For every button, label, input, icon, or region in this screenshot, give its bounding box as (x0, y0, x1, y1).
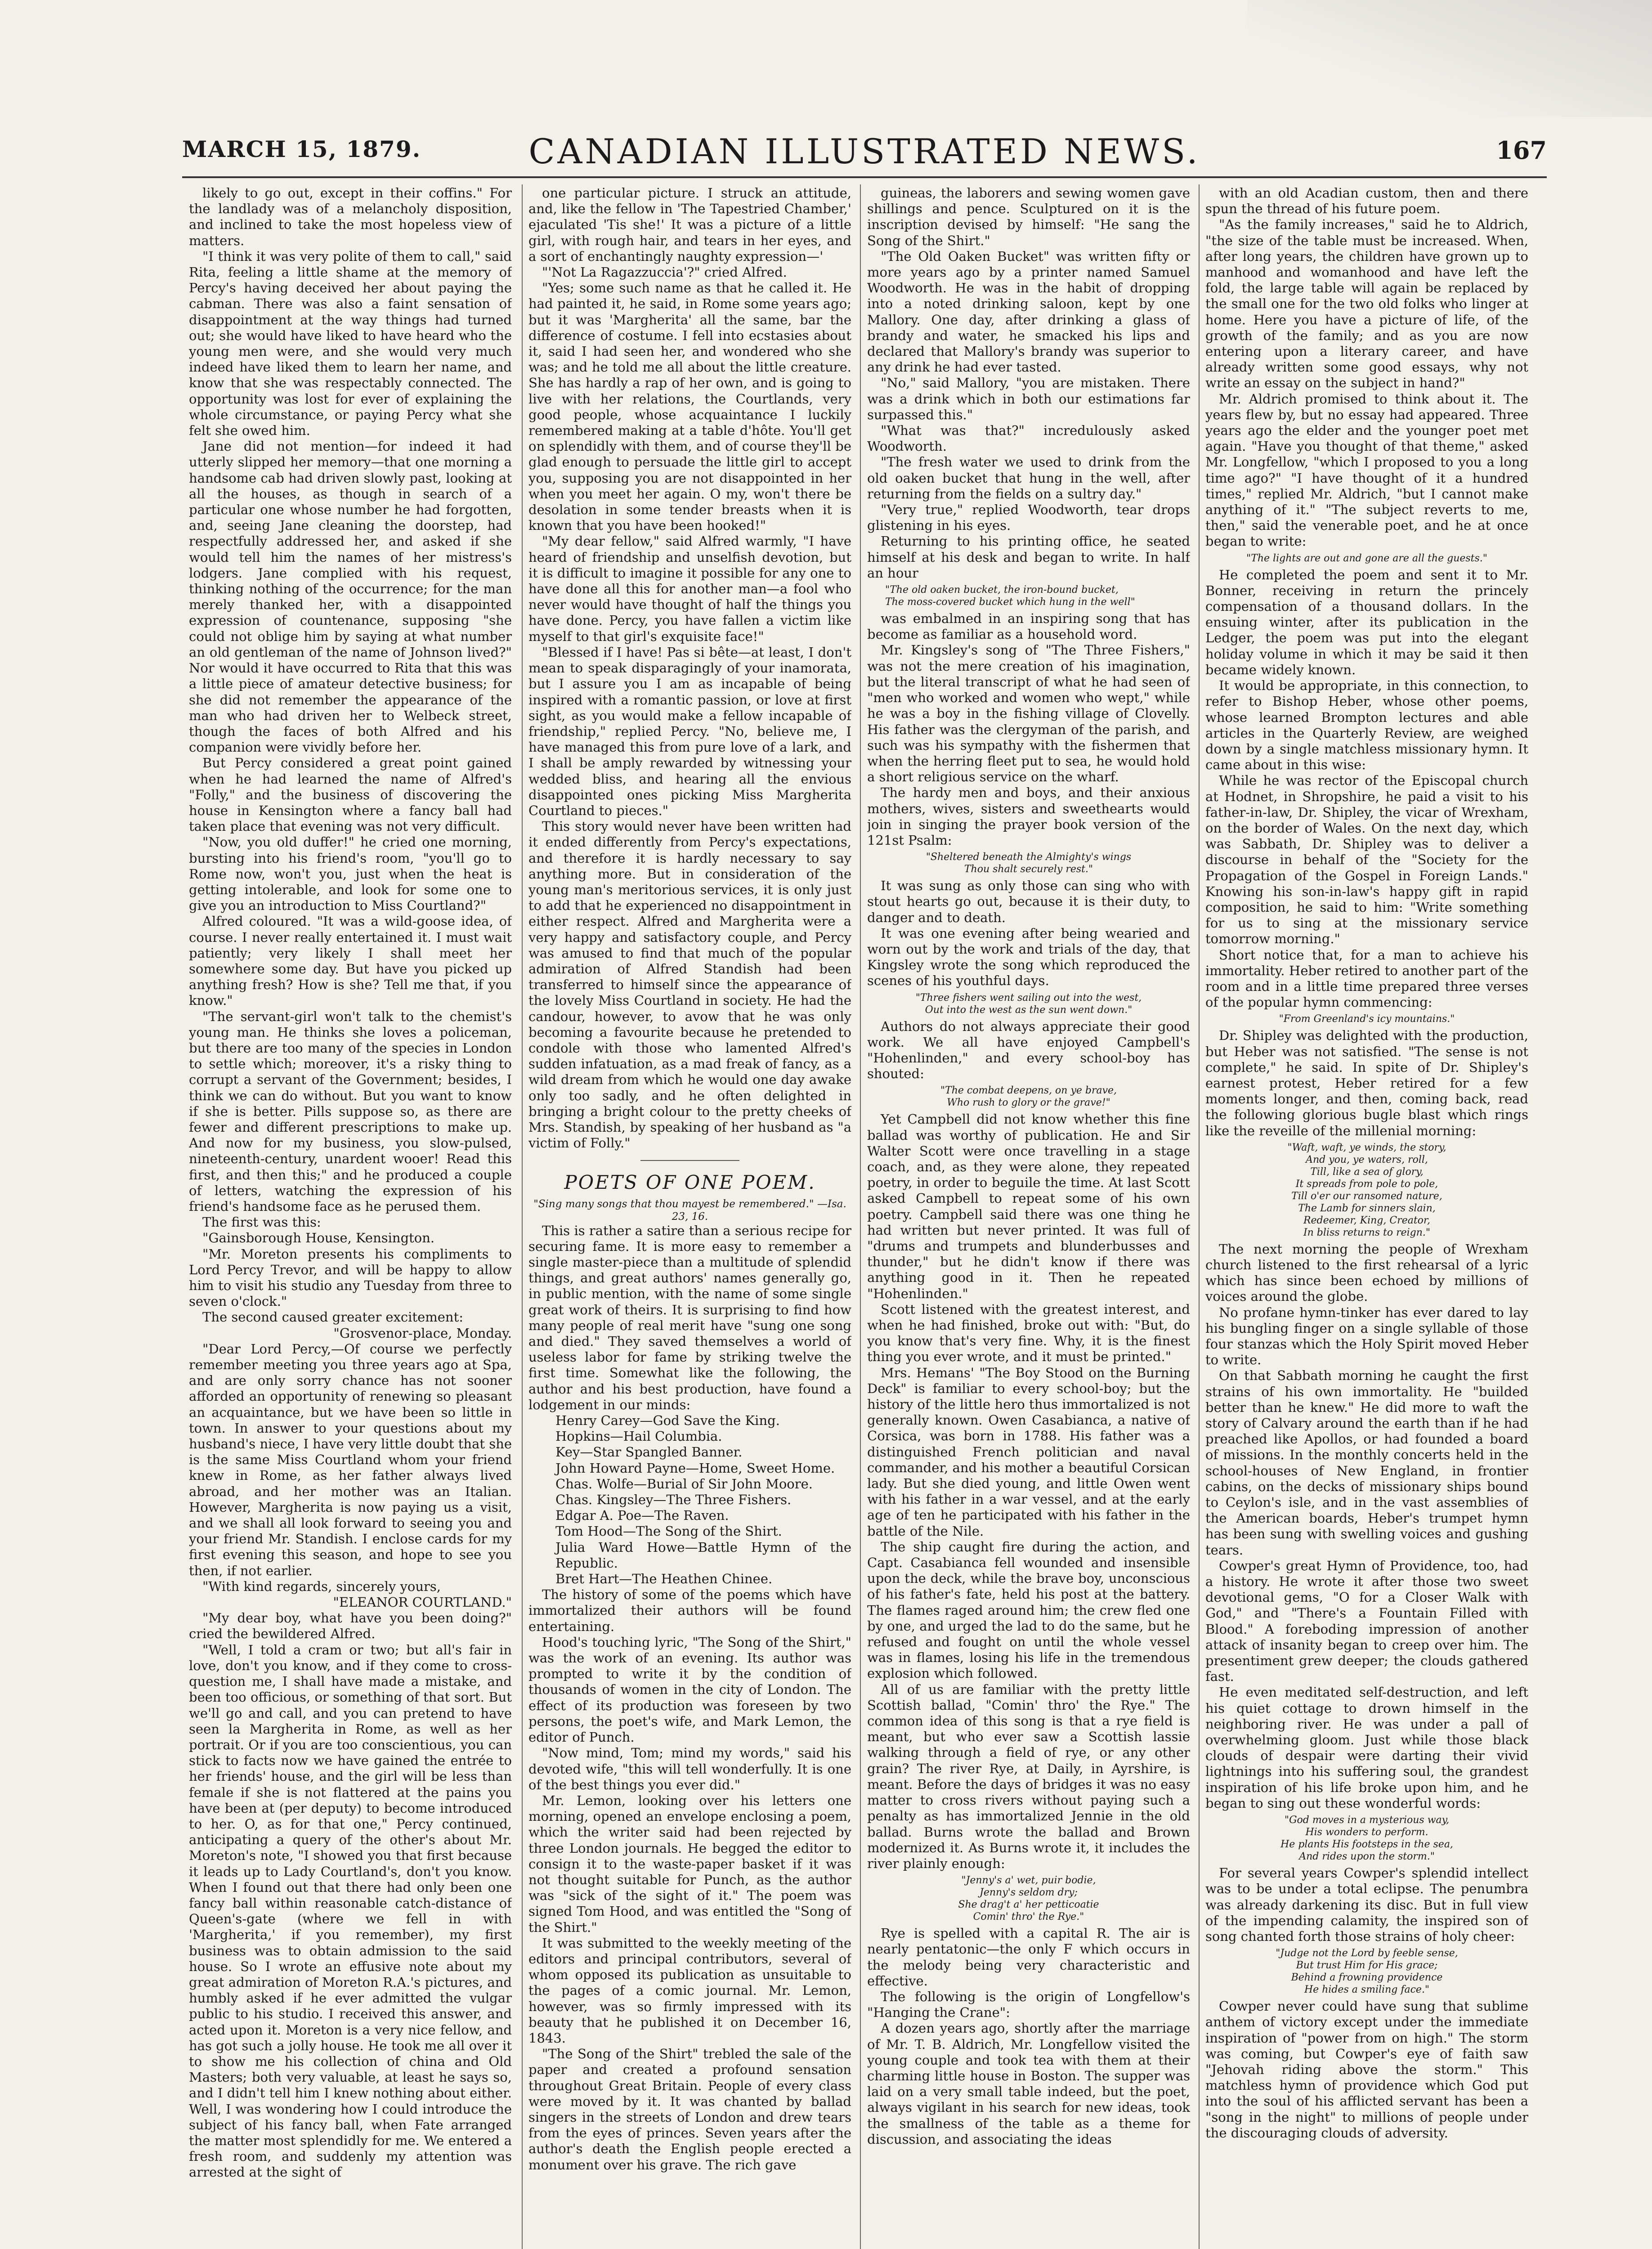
list-item: Edgar A. Poe—The Raven. (555, 1508, 729, 1523)
paragraph: "No," said Mallory, "you are mistaken. There was a drink which in both our estimations far surpassed this." (867, 375, 1190, 422)
verse-line: And you, ye waters, roll, (1306, 1154, 1428, 1165)
letter-body: "Dear Lord Percy,—Of course we perfectly remember meeting you three years ago at Spa, and are only sorry chance has not sooner afforded an opportunity of renewing so pleasant an acquaintance, but we have been so little in town. In answer to your questions about my husband's niece, I have very little doubt that she is the same Miss Courtland whom your friend knew in Rome, as her father always lived abroad, and her mother was an Italian. However, Margherita is now paying us a visit, and we shall all look forward to seeing you and your friend Mr. Standish. I enclose cards for my first evening this season, and hope to see you then, if not earlier. (189, 1341, 512, 1578)
column-divider (1199, 184, 1200, 2249)
paragraph: one particular picture. I struck an attitude, and, like the fellow in 'The Tapestried Chamber,' ejaculated 'Tis she!' It was a picture of a little girl, with rough hair, and tears in her eyes, and a sort of enchantingly naughty expression—' (528, 185, 851, 264)
article-heading: POETS OF ONE POEM. (564, 1171, 816, 1194)
paragraph: This is rather a satire than a serious recipe for securing fame. It is more easy to remember a single master-piece than a multitude of splendid things, and great authors' names generally go, in public mention, with the name of some single great work of theirs. It is surprising to find how many people of real merit have "sung one song and died." They saved themselves a world of useless labor for fame by striking twelve the first time. Somewhat like the following, the author and his best production, have found a lodgement in our minds: (528, 1223, 851, 1412)
newspaper-title: CANADIAN ILLUSTRATED NEWS. (528, 131, 1200, 171)
paragraph: Scott listened with the greatest interest, and when he had finished, broke out with: "But, do you know that's very fine. Why, it is the finest thing you ever wrote, and it must be printed." (867, 1301, 1190, 1365)
verse-quote (1205, 1013, 1528, 1025)
paragraph: The following is the origin of Longfellow's "Hanging the Crane": (867, 1989, 1190, 2021)
verse-line: Jenny's seldom dry; (980, 1887, 1078, 1899)
paragraph: This story would never have been written had it ended differently from Percy's expectations, and therefore it is hardly necessary to say anything more. But in consideration of the young man's meritorious services, it is only just to add that he experienced no disappointment in either respect. Alfred and Margherita were a very happy and satisfactory couple, and Percy was amused to find that much of the popular admiration of Alfred Standish had been transferred to himself since the appearance of the lovely Miss Courtland in society. He had the candour, however, to avow that he was only becoming a favourite because he pretended to condole with those who lamented Alfred's sudden infatuation, as a mad freak of fancy, as a wild dream from which he would one day awake only too sadly, and he often delighted in bringing a bright colour to the pretty cheeks of Mrs. Standish, by speaking of her husband as "a victim of Folly." (528, 819, 851, 1151)
verse-line: The moss-covered bucket which hung in the well" (885, 596, 1135, 608)
paragraph: It was submitted to the weekly meeting of the editors and principal contributors, several of whom opposed its publication as unsuitable to the pages of a comic journal. Mr. Lemon, however, was so firmly impressed with its beauty that he published it on December 16, 1843. (528, 1935, 851, 2046)
list-item: Hopkins—Hail Columbia. (555, 1429, 722, 1444)
paragraph: Cowper never could have sung that sublime anthem of victory except under the immediate inspiration of "power from on high." The storm was coming, but Cowper's eye of faith saw "Jehovah riding above the storm." This matchless hymn of providence which God put into the soul of his afflicted servant has been a "song in the night" to millions of people under the discouraging clouds of adversity. (1205, 1998, 1528, 2141)
verse-line: "God moves in a mysterious way, (1284, 1814, 1450, 1826)
column-divider (522, 184, 523, 2249)
paragraph: No profane hymn-tinker has ever dared to lay his bungling finger on a single syllable of those four stanzas which the Holy Spirit moved Heber to write. (1205, 1304, 1528, 1368)
paragraph: "My dear boy, what have you been doing?" cried the bewildered Alfred. (189, 1610, 512, 1642)
list-item: John Howard Payne—Home, Sweet Home. (555, 1460, 835, 1476)
verse-line: He hides a smiling face." (1304, 1984, 1430, 1996)
list-item: Julia Ward Howe—Battle Hymn of the Republic. (555, 1539, 851, 1571)
paragraph: Mr. Aldrich promised to think about it. The years flew by, but no essay had appeared. Three years ago the elder and the younger poet met again. "Have you thought of that theme," asked Mr. Longfellow, "which I proposed to you a long time ago?" "I have thought of it a hundred times," replied Mr. Aldrich, "but I cannot make anything of it." "The subject reverts to me, then," said the venerable poet, and he at once began to write: (1205, 391, 1528, 549)
paragraph: "The Old Oaken Bucket" was written fifty or more years ago by a printer named Samuel Woodworth. He was in the habit of dropping into a noted drinking saloon, kept by one Mallory. One day, after drinking a glass of brandy and water, he smacked his lips and declared that Mallory's brandy was superior to any drink he had ever tasted. (867, 248, 1190, 375)
paragraph: The history of some of the poems which have immortalized their authors will be found entertaining. (528, 1587, 851, 1634)
paragraph: Cowper's great Hymn of Providence, too, had a history. He wrote it after those two sweet devotional gems, "O for a Closer Walk with God," and "There's a Fountain Filled with Blood." A foreboding impression of another attack of insanity began to creep over him. The presentiment grew deeper; the clouds gathered fast. (1205, 1558, 1528, 1685)
letter-body: "Mr. Moreton presents his compliments to Lord Percy Trevor, and will be happy to allow him to visit his studio any Tuesday from three to seven o'clock." (189, 1246, 512, 1309)
verse-line: He plants His footsteps in the sea, (1280, 1839, 1453, 1850)
paragraph: "The fresh water we used to drink from the old oaken bucket that hung in the well, after returning from the fields on a sultry day." (867, 454, 1190, 502)
paragraph: "Yes; some such name as that he called it. He had painted it, he said, in Rome some years ago; but it was 'Margherita' all the same, bar the difference of costume. I fell into ecstasies about it, said I had seen her, and wondered who she was; and he told me all about the little creature. She has hardly a rap of her own, and is going to live with her relations, the Courtlands, very good people, whose acquaintance I luckily remembered making at a table d'hôte. You'll get on splendidly with them, and of course they'll be glad enough to persuade the little girl to accept you, supposing you are not disappointed in her when you meet her again. O my, won't there be desolation in some tender breasts when it is known that you have been hooked!" (528, 280, 851, 533)
verse-quote (1205, 552, 1528, 564)
paragraph: Hood's touching lyric, "The Song of the Shirt," was the work of an evening. Its author was prompted to write it by the condition of thousands of women in the city of London. The effect of its production was foreseen by two persons, the poet's wife, and Mark Lemon, the editor of Punch. (528, 1634, 851, 1745)
letter-signature: "ELEANOR COURTLAND." (333, 1595, 512, 1610)
paragraph: All of us are familiar with the pretty little Scottish ballad, "Comin' thro' the Rye." The common idea of this song is that a rye field is meant, but who ever saw a Scottish lassie walking through a field of rye, or any other grain? The river Rye, at Daily, in Ayrshire, is meant. Before the days of bridges it was no easy matter to cross rivers without paying such a penalty as has immortalized Jennie in the old ballad. Burns wrote the ballad and Brown modernized it. As Burns wrote it, it includes the river plainly enough: (867, 1681, 1190, 1871)
verse-line: Comin' thro' the Rye." (973, 1911, 1084, 1923)
verse-line: "The old oaken bucket, the iron-bound bucket, (885, 584, 1119, 596)
verse-quote (1205, 1814, 1528, 1863)
paragraph: The first was this: (202, 1214, 321, 1230)
paragraph: Alfred coloured. "It was a wild-goose idea, of course. I never really entertained it. I must wait patiently; very likely I shall meet her somewhere some day. But have you picked up anything fresh? How is she? Tell me that, if you know." (189, 914, 512, 1008)
header-rule (182, 176, 1547, 178)
list-item: Henry Carey—God Save the King. (555, 1413, 780, 1429)
paragraph: Mrs. Hemans' "The Boy Stood on the Burning Deck" is familiar to every school-boy; but the history of the little hero thus immortalized is not generally known. Owen Casabianca, a native of Corsica, was born in 1788. His father was a distinguished French politician and naval commander, and his mother a beautiful Corsican lady. But she died young, and little Owen went with his father in a war vessel, and at the early age of ten he participated with his father in the battle of the Nile. (867, 1365, 1190, 1539)
paragraph: He even meditated self-destruction, and left his quiet cottage to drown himself in the neighboring river. He was under a pall of overwhelming gloom. Just while those black clouds of despair were darting their vivid lightnings into his suffering soul, the grandest inspiration of his life broke upon him, and he began to sing out these wonderful words: (1205, 1685, 1528, 1811)
verse-line: "From Greenland's icy mountains." (1279, 1013, 1455, 1025)
verse-quote (867, 584, 1190, 608)
paragraph: Authors do not always appreciate their good work. We all have enjoyed Campbell's "Hohenlinden," and every school-boy has shouted: (867, 1018, 1190, 1082)
paragraph: likely to go out, except in their coffins." For the landlady was of a melancholy disposition, and inclined to take the most hopeless view of matters. (189, 185, 512, 248)
paragraph: Rye is spelled with a capital R. The air is nearly pentatonic—the only F which occurs in the melody being very characteristic and effective. (867, 1926, 1190, 1989)
verse-line: Till, like a sea of glory, (1310, 1166, 1424, 1178)
verse-quote (1205, 1947, 1528, 1996)
paragraph: "Very true," replied Woodworth, tear drops glistening in his eyes. (867, 502, 1190, 533)
paragraph: A dozen years ago, shortly after the marriage of Mr. T. B. Aldrich, Mr. Longfellow visited the young couple and took tea with them at their charming little house in Boston. The supper was laid on a very small table indeed, but the poet, always vigilant in his search for new ideas, took the smallness of the table as a theme for discussion, and associating the ideas (867, 2021, 1190, 2147)
verse-line: She drag't a' her petticoatie (958, 1899, 1099, 1911)
paragraph: It would be appropriate, in this connection, to refer to Bishop Heber, whose other poems, whose learned Brompton lectures and able articles in the Quarterly Review, are weighed down by a single matchless missionary hymn. It came about in this wise: (1205, 678, 1528, 773)
verse-line: "Three fishers went sailing out into the west, (915, 992, 1142, 1004)
list-item: Chas. Wolfe—Burial of Sir John Moore. (555, 1476, 813, 1492)
issue-date: MARCH 15, 1879. (182, 136, 421, 162)
verse-quote (867, 1874, 1190, 1923)
list-item: Chas. Kingsley—The Three Fishers. (555, 1492, 792, 1508)
paragraph: "What was that?" incredulously asked Woodworth. (867, 423, 1190, 454)
paragraph: The next morning the people of Wrexham church listened to the first rehearsal of a lyric which has since been echoed by millions of voices around the globe. (1205, 1241, 1528, 1304)
paragraph: "The servant-girl won't talk to the chemist's young man. He thinks she loves a policeman, but there are too many of the species in London to settle which; moreover, it's a risky thing to corrupt a servant of the Government; besides, I think we can do without. But you want to know if she is better. Pills suppose so, as there are fewer and different prescriptions to make up. And now for my business, you slow-pulsed, nineteenth-century, unardent wooer! Read this first, and then this;" and he produced a couple of letters, watching the expression of his friend's handsome face as he perused them. (189, 1008, 512, 1214)
paragraph: "My dear fellow," said Alfred warmly, "I have heard of friendship and unselfish devotion, but it is difficult to imagine it possible for any one to have done all this for another man—a fool who never would have thought of half the things you have done. Percy, you have fallen a victim like myself to that girl's exquisite face!" (528, 533, 851, 644)
verse-line: "Judge not the Lord by feeble sense, (1276, 1948, 1458, 1959)
paragraph: Mr. Lemon, looking over his letters one morning, opened an envelope enclosing a poem, which the writer said had been rejected by three London journals. He begged the editor to consign it to the waste-paper basket if it was not thought suitable for Punch, as the author was "sick of the sight of it." The poem was signed Tom Hood, and was entitled the "Song of the Shirt." (528, 1792, 851, 1935)
section-divider (640, 1160, 739, 1161)
verse-line: It spreads from pole to pole, (1295, 1178, 1438, 1190)
paragraph: It was one evening after being wearied and worn out by the work and trials of the day, that Kingsley wrote the song which reproduced the scenes of his youthful days. (867, 925, 1190, 989)
paragraph: "Now mind, Tom; mind my words," said his devoted wife, "this will tell wonderfully. It is one of the best things you ever did." (528, 1745, 851, 1792)
verse-line: "The lights are out and gone are all the guests." (1246, 552, 1487, 564)
verse-line: Out into the west as the sun went down." (925, 1004, 1133, 1016)
paragraph: For several years Cowper's splendid intellect was to be under a total eclipse. The penumbra was already darkening its disc. But in full view of the impending calamity, the inspired son of song chanted forth those strains of holy cheer: (1205, 1865, 1528, 1944)
paragraph: "As the family increases," said he to Aldrich, "the size of the table must be increased. When, after long years, the children have grown up to manhood and womanhood and have left the fold, the large table will again be replaced by the small one for the two old folks who linger at home. Here you have a picture of life, of the growth of the family; and as you are now entering upon a literary career, and have already written some good essays, why not write an essay on the subject in hand?" (1205, 217, 1528, 391)
paragraph: Jane did not mention—for indeed it had utterly slipped her memory—that one morning a handsome cab had driven slowly past, looking at all the houses, as though in search of a particular one whose number he had forgotten, and, seeing Jane cleaning the doorstep, had respectfully addressed her, and asked if she would tell him the names of her mistress's lodgers. Jane complied with his request, thinking nothing of the occurrence; for the man merely thanked her, with a disappointed expression of countenance, supposing "she could not oblige him by saying at what number an old gentleman of the name of Johnson lived?" Nor would it have occurred to Rita that this was a little piece of amateur detective business; for she did not remember the appearance of the man who had driven her to Welbeck street, though the faces of both Alfred and his companion were vividly before her. (189, 439, 512, 755)
verse-line: Thou shalt securely rest." (964, 864, 1093, 875)
paragraph: "The Song of the Shirt" trebled the sale of the paper and created a profound sensation throughout Great Britain. People of every class were moved by it. It was chanted by ballad singers in the streets of London and drew tears from the eyes of princes. Seven years after the author's death the English people erected a monument over his grave. The rich gave (528, 2046, 851, 2173)
letter-address: "Gainsborough House, Kensington. (202, 1230, 435, 1246)
list-item: Bret Hart—The Heathen Chinee. (555, 1571, 773, 1587)
verse-line: Behind a frowning providence (1291, 1972, 1443, 1984)
masthead (182, 131, 1547, 172)
letter-closing: "With kind regards, sincerely yours, (202, 1578, 441, 1594)
verse-quote (867, 851, 1190, 875)
paragraph: Returning to his printing office, he seated himself at his desk and began to write. In half an hour (867, 533, 1190, 581)
verse-line: Till o'er our ransomed nature, (1291, 1190, 1442, 1202)
verse-line: And rides upon the storm." (1299, 1851, 1435, 1863)
verse-line: "Waft, waft, ye winds, the story, (1287, 1142, 1446, 1153)
verse-line: "Jenny's a' wet, puir bodie, (961, 1875, 1096, 1886)
list-item: Key—Star Spangled Banner. (555, 1444, 743, 1460)
verse-line: Who rush to glory or the grave!" (947, 1097, 1110, 1109)
verse-line: "The combat deepens, on ye brave, (940, 1085, 1117, 1097)
paragraph: But Percy considered a great point gained when he had learned the name of Alfred's "Folly," and the business of discovering the house in Kensington where a fancy ball had taken place that evening was not very difficult. (189, 755, 512, 834)
paragraph: On that Sabbath morning he caught the first strains of his own immortality. He "builded better than he knew." He did more to waft the story of Calvary around the earth than if he had preached like Apollos, or had founded a board of missions. In the monthly concerts held in the school-houses of New England, in frontier cabins, on the decks of missionary ships bound to Ceylon's isle, and in the vast assemblies of the American boards, Heber's trumpet hymn has been sung with swelling voices and gushing tears. (1205, 1368, 1528, 1558)
column-3 (867, 185, 1190, 2249)
column-4 (1205, 185, 1528, 2249)
verse-line: "Sheltered beneath the Almighty's wings (926, 851, 1132, 863)
paragraph: with an old Acadian custom, then and there spun the thread of his future poem. (1205, 185, 1528, 217)
verse-quote (1205, 1142, 1528, 1239)
article-epigraph: "Sing many songs that thou mayest be remembered." —Isa. 23, 16. (533, 1198, 846, 1223)
paragraph: The second caused greater excitement: (202, 1309, 464, 1325)
paragraph: Dr. Shipley was delighted with the production, but Heber was not satisfied. "The sense is not complete," he said. In spite of Dr. Shipley's earnest protest, Heber retired for a few moments longer, and then, coming back, read the following glorious bugle blast which rings like the reveille of the millenial morning: (1205, 1028, 1528, 1138)
letter-address: "Grosvenor-place, Monday. (333, 1325, 512, 1341)
paragraph: The hardy men and boys, and their anxious mothers, wives, sisters and sweethearts would join in singing the prayer book version of the 121st Psalm: (867, 785, 1190, 848)
verse-line: Redeemer, King, Creator, (1303, 1214, 1431, 1226)
paragraph: "Now, you old duffer!" he cried one morning, bursting into his friend's room, "you'll go to Rome now, won't you, just when the heat is getting intolerable, and look for some one to give you an introduction to Miss Courtland?" (189, 834, 512, 914)
paragraph: Yet Campbell did not know whether this fine ballad was worthy of publication. He and Sir Walter Scott were once travelling in a stage coach, and, as they were alone, they repeated poetry, in order to beguile the time. At last Scott asked Campbell to repeat some of his own poetry. Campbell said there was one thing he had written but never printed. It was full of "drums and trumpets and blunderbusses and thunder," but he didn't know if there was anything good in it. Then he repeated "Hohenlinden." (867, 1111, 1190, 1301)
paragraph: The ship caught fire during the action, and Capt. Casabianca fell wounded and insensible upon the deck, while the brave boy, unconscious of his father's fate, held his post at the battery. The flames raged around him; the crew fled one by one, and urged the lad to do the same, but he refused and fought on until the whole vessel was in flames, losing his life in the tremendous explosion which followed. (867, 1539, 1190, 1681)
paragraph: was embalmed in an inspiring song that has become as familiar as a household word. (867, 611, 1190, 642)
page-number: 167 (1496, 136, 1547, 165)
verse-quote (867, 1084, 1190, 1109)
verse-line: But trust Him for His grace; (1296, 1960, 1438, 1971)
verse-line: The Lamb for sinners slain, (1298, 1202, 1436, 1214)
verse-line: His wonders to perform. (1305, 1827, 1428, 1838)
paragraph: While he was rector of the Episcopal church at Hodnet, in Shropshire, he paid a visit to his father-in-law, Dr. Shipley, the vicar of Wrexham, on the border of Wales. On the next day, which was Sabbath, Dr. Shipley was to deliver a discourse in behalf of the "Society for the Propagation of the Gospel in Foreign Lands." Knowing his son-in-law's happy gift in rapid composition, he said to him: "Write something for us to sing at the missionary service tomorrow morning." (1205, 773, 1528, 947)
verse-quote (867, 992, 1190, 1016)
column-1 (189, 185, 512, 2249)
column-divider (860, 184, 861, 2249)
paragraph: He completed the poem and sent it to Mr. Bonner, receiving in return the princely compensation of a thousand dollars. In the ensuing winter, after its publication in the Ledger, the poem was put into the elegant holiday volume in which it may be said it then became widely known. (1205, 567, 1528, 677)
list-item: Tom Hood—The Song of the Shirt. (555, 1523, 782, 1539)
paragraph: "I think it was very polite of them to call," said Rita, feeling a little shame at the memory of Percy's having deceived her about paying the cabman. There was also a faint sensation of disappointment at the way things had turned out; she would have liked to have heard who the young men were, and she would very much indeed have liked them to learn her name, and know that she was respectably connected. The opportunity was lost for ever of explaining the whole circumstance, or paying Percy what she felt she owed him. (189, 248, 512, 439)
paragraph: "Well, I told a cram or two; but all's fair in love, don't you know, and if they come to cross-question me, I shall have made a mistake, and been too officious, or something of that sort. But we'll go and call, and you can pretend to have seen la Margherita in Rome, as well as her portrait. Or if you are too conscientious, you can stick to facts now we have gained the entrée to her friends' house, and the girl will be less than female if she is not flattered at the pains you have been at (per deputy) to become introduced to her. O, as for that one," Percy continued, anticipating a query of the other's about Mr. Moreton's note, "I showed you that first because it leads up to Lady Courtland's, don't you know. When I found out that there had only been one fancy ball within reasonable catch-distance of Queen's-gate (where we fell in with 'Margherita,' if you remember), my first business was to obtain admission to the said house. So I wrote an effusive note about my great admiration of Moreton R.A.'s pictures, and humbly asked if he ever admitted the vulgar public to his studio. I received this answer, and acted upon it. Moreton is a very nice fellow, and has got such a jolly house. He took me all over it to show me his collection of china and Old Masters; both very valuable, at least he says so, and I didn't tell him I knew nothing about either. Well, I was wondering how I could introduce the subject of his fancy ball, when Fate arranged the matter most splendidly for me. We entered a fresh room, and suddenly my attention was arrested at the sight of (189, 1642, 512, 2180)
paragraph: Short notice that, for a man to achieve his immortality. Heber retired to another part of the room and in a little time prepared three verses of the popular hymn commencing: (1205, 947, 1528, 1010)
column-2 (528, 185, 851, 2249)
paragraph: Mr. Kingsley's song of "The Three Fishers," was not the mere creation of his imagination, but the literal transcript of what he had seen of "men who worked and women who wept," while he was a boy in the fishing village of Clovelly. His father was the clergyman of the parish, and such was his sympathy with the fishermen that when the herring fleet put to sea, he would hold a short religious service on the wharf. (867, 642, 1190, 785)
paragraph: "'Not La Ragazzuccia'?" cried Alfred. (542, 264, 787, 280)
verse-line: In bliss returns to reign." (1303, 1227, 1431, 1238)
paragraph: It was sung as only those can sing who with stout hearts go out, because it is their duty, to danger and to death. (867, 878, 1190, 925)
paragraph: "Blessed if I have! Pas si bête—at least, I don't mean to speak disparagingly of your inamorata, but I assure you I am as incapable of being inspired with a romantic passion, or love at first sight, as you would make a fellow incapable of friendship," replied Percy. "No, believe me, I have managed this from pure love of a lark, and I shall be amply rewarded by witnessing your wedded bliss, and hearing all the envious disappointed ones picking Miss Margherita Courtland to pieces." (528, 644, 851, 818)
paragraph: guineas, the laborers and sewing women gave shillings and pence. Sculptured on it is the inscription devised by himself: "He sang the Song of the Shirt." (867, 185, 1190, 248)
